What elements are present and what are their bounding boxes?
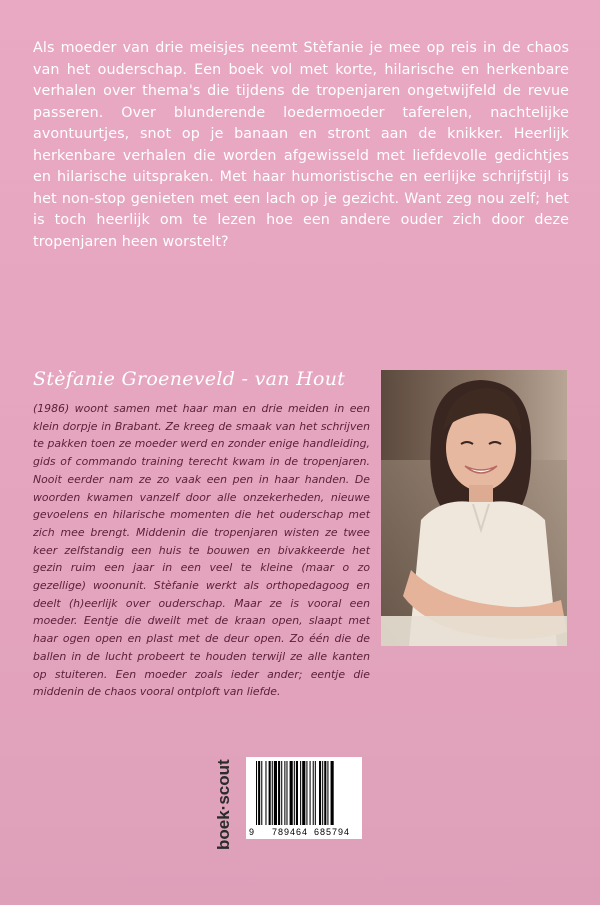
publisher-logo-text: boek·scout [214, 759, 233, 850]
barcode-first-digit: 9 [249, 827, 255, 837]
barcode-bars [256, 761, 334, 825]
back-cover-blurb: Als moeder van drie meisjes neemt Stèfanie je mee op reis in de chaos van het ouderschap. Een boek vol met korte, hilarische en herkenbare verhalen over thema's die tijdens de tropenjaren ongetwijfeld de revue passeren. Over blunderende loedermoeder taferelen, nachtelijke avontuurtjes, snot op je banaan en stront aan de knikker. Heerlijk herkenbare verhalen die worden afgewisseld met liefdevolle gedichtjes en hilarische uitspraken. Met haar humoristische en eerlijke schrijfstijl is het non-stop genieten met een lach op je gezicht. Want zeg nou zelf; het is toch heerlijk om te lezen hoe een andere ouder zich door deze tropenjaren heen worstelt? [33, 40, 569, 250]
author-name: Stèfanie Groeneveld - van Hout [33, 368, 346, 390]
isbn-barcode [246, 757, 362, 839]
publisher-logo [209, 742, 237, 852]
barcode-digits-left: 789464 [272, 827, 309, 837]
author-bio: (1986) woont samen met haar man en drie meiden in een klein dorpje in Brabant. Ze kreeg de smaak van het schrijven te pakken toen ze moeder werd en zonder enige handleiding, gids of commando training terecht kwam in de tropenjaren. Nooit eerder nam ze zo vaak een pen in haar handen. De woorden kwamen vanzelf door alle onzekerheden, nieuwe gevoelens en hilarische momenten die het ouderschap met zich mee brengt. Middenin die tropenjaren wisten ze twee keer zelfstandig een huis te bouwen en bivakkeerde het gezin ruim een jaar in een veel te kleine (maar o zo gezellige) woonunit. Stèfanie werkt als orthopedagoog en deelt (h)eerlijk over ouderschap. Maar ze is vooral een moeder. Eentje die dweilt met de kraan open, slaapt met haar ogen open en plast met de deur open. Zo één die de ballen in de lucht probeert te houden terwijl ze alle kanten op stuiteren. Een moeder zoals ieder ander; eentje die middenin de chaos vooral ontploft van liefde. [33, 402, 370, 699]
barcode-digits-right: 685794 [314, 827, 351, 837]
author-photo [381, 370, 567, 646]
